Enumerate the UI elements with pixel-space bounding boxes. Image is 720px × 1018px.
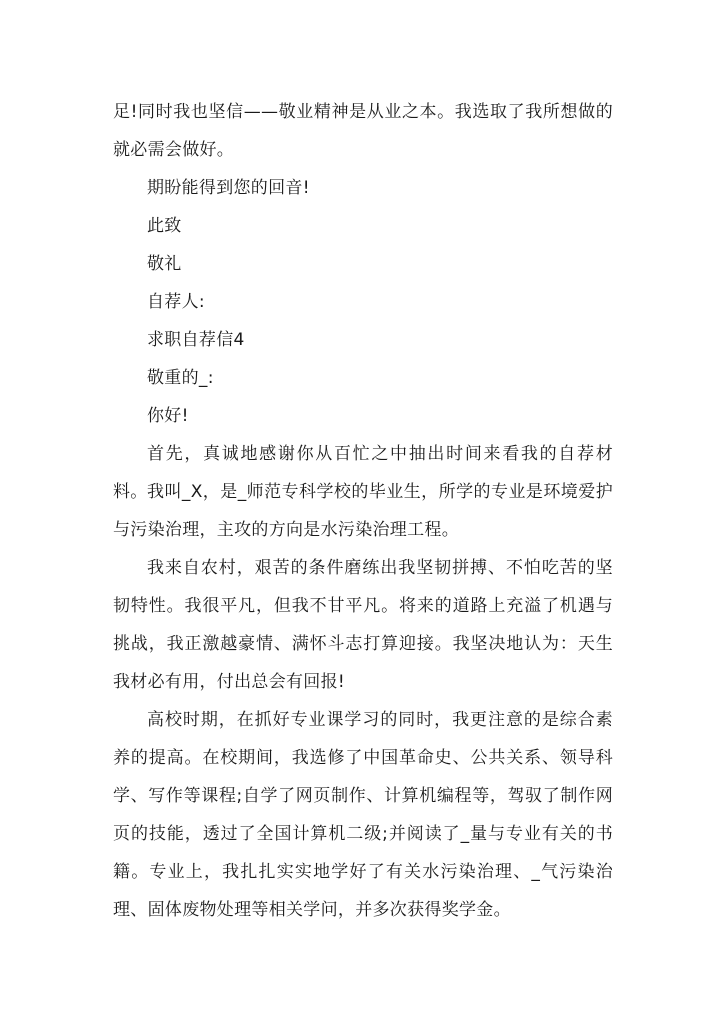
greeting-recipient: 敬重的_: [147,368,214,388]
signature-label: 自荐人: [147,292,205,312]
paragraph-background: 我来自农村，艰苦的条件磨练出我坚韧拼搏、不怕吃苦的坚韧特性。我很平凡，但我不甘平凡。将来的道路上充溢了机遇与挑战，我正激越豪情、满怀斗志打算迎接。我坚决地认为：天生我材必有用，付出总会有回报! [113,558,613,692]
paragraph-studies: 高校时期，在抓好专业课学习的同时，我更注意的是综合素养的提高。在校期间，我选修了中国革命史、公共关系、领导科学、写作等课程;自学了网页制作、计算机编程等，驾驭了制作网页的技能，透过了全国计算机二级;并阅读了_量与专业有关的书籍。专业上，我扎扎实实地学好了有关水污染治理、_气污染治理、固体废物处理等相关学问，并多次获得奖学金。 [113,710,613,920]
paragraph-continuation: 足!同时我也坚信——敬业精神是从业之本。我选取了我所想做的就必需会做好。 [113,102,613,160]
salutation-cizhi: 此致 [147,216,182,236]
paragraph-introduction: 我叫_X，是_师范专科学校的毕业生，所学的专业是环境爱护与污染治理，主攻的方向是水污染治理工程。 [113,482,613,540]
salutation-jingli: 敬礼 [147,254,182,274]
paragraph-closing-hope: 期盼能得到您的回音! [147,178,310,198]
letter-heading: 求职自荐信4 [147,330,245,350]
paragraph-thanks: 首先，真诚地感谢你从百忙之中抽出时间来看我的自荐材料。 [113,444,613,502]
greeting-hello: 你好! [147,406,189,426]
